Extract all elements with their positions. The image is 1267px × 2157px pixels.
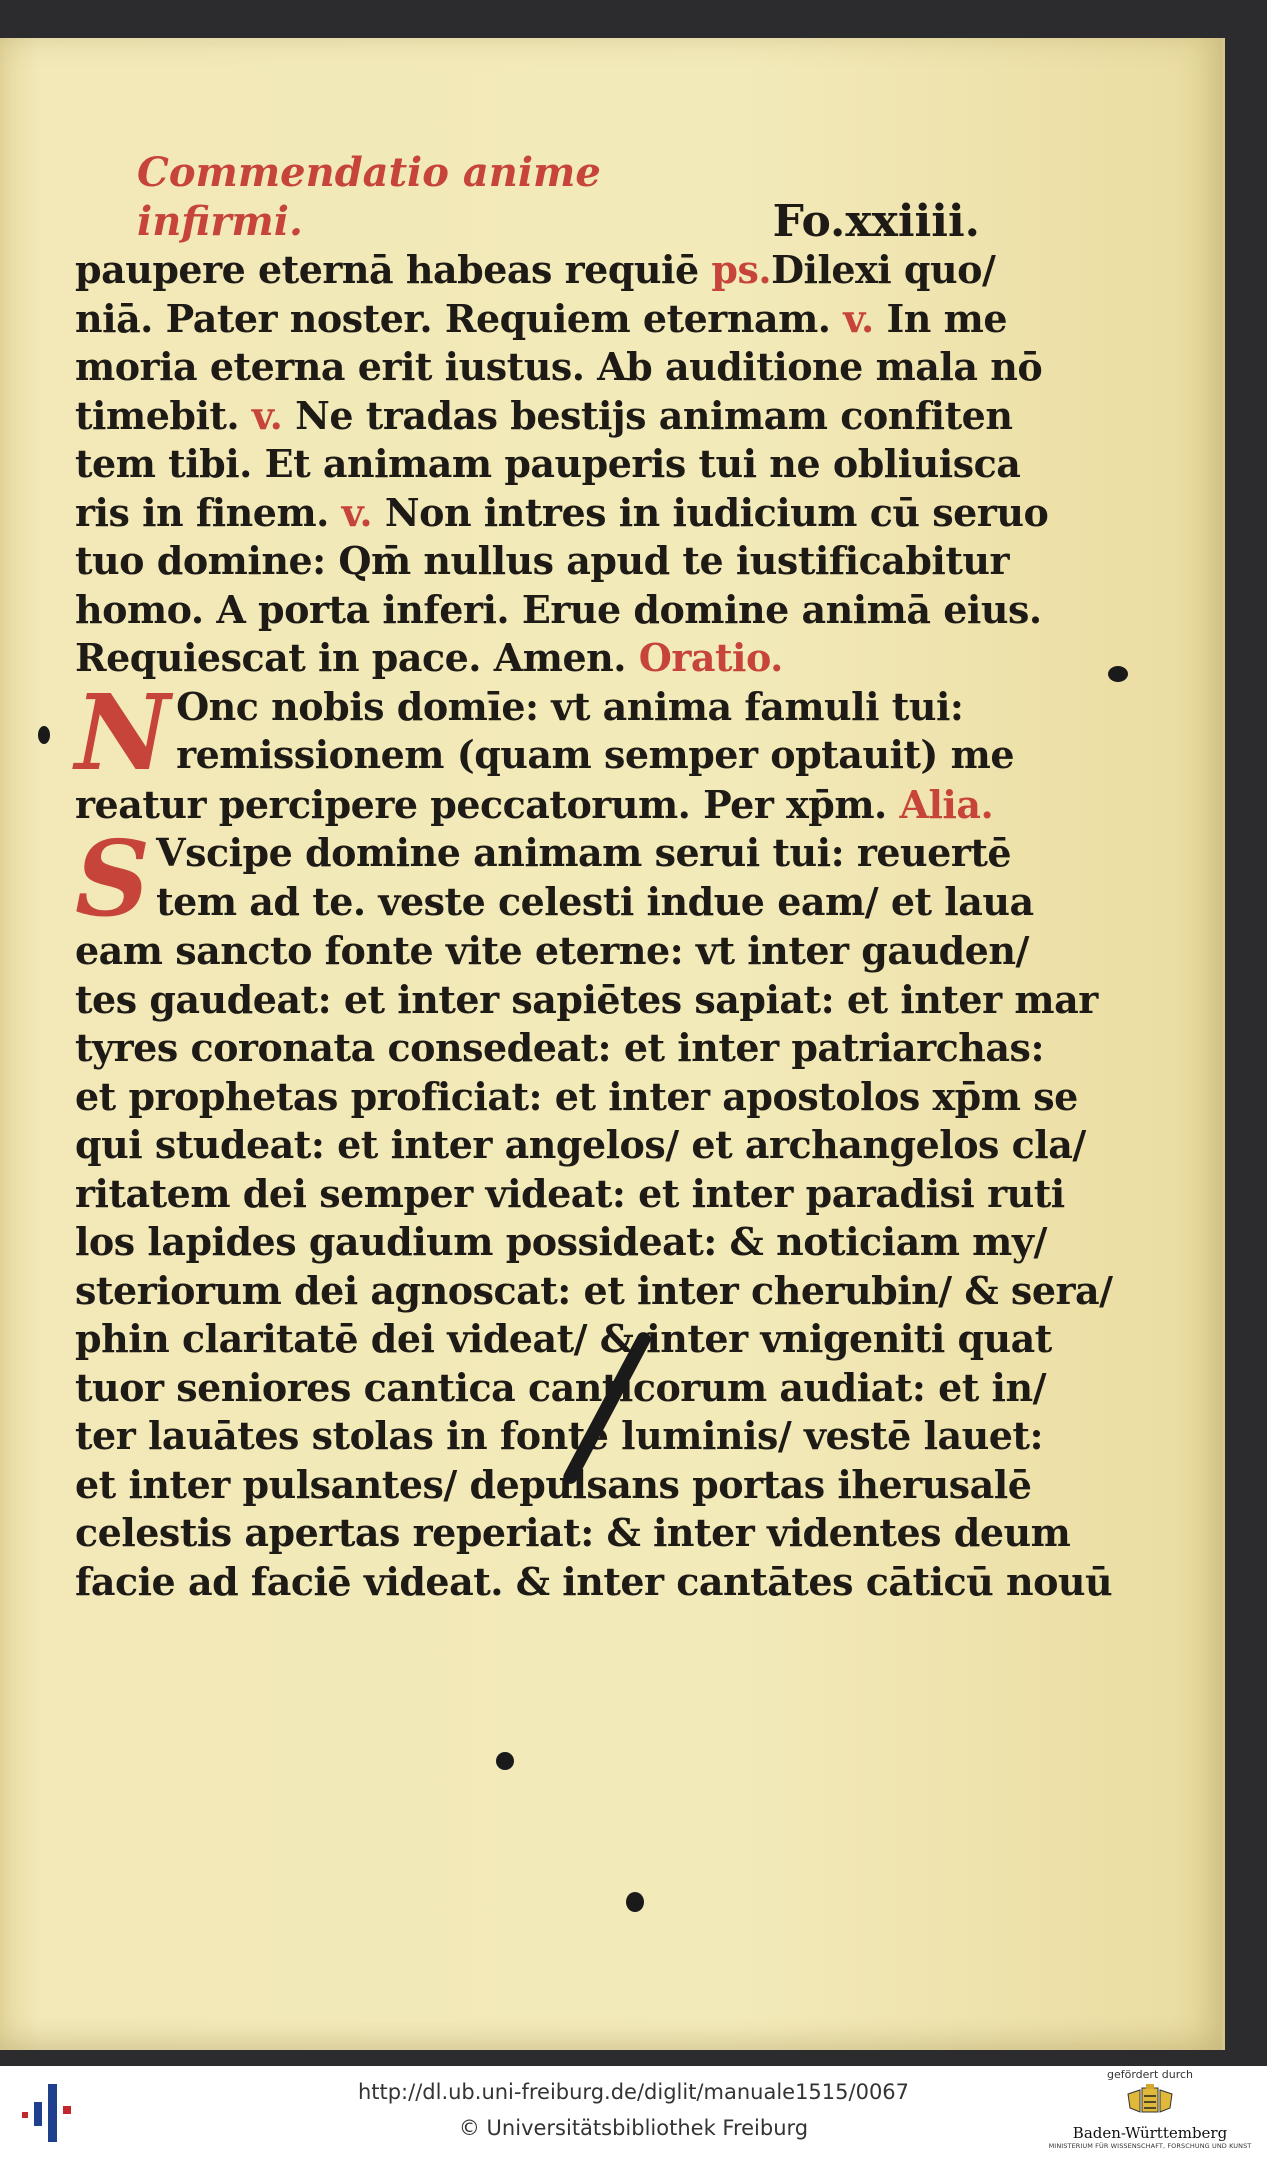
text-line: niā. Pater noster. Requiem eternam. v. In me [75, 295, 1007, 341]
text-line: celestis apertas reperiat: & inter videntes deum [75, 1510, 1071, 1555]
text-line: tem tibi. Et animam pauperis tui ne obliuisca [75, 441, 1021, 486]
text-line: Requiescat in pace. Amen. Oratio. [75, 635, 783, 680]
drop-cap-s: S [75, 817, 151, 940]
text-line: tyres coronata consedeat: et inter patriarchas: [75, 1025, 1044, 1070]
header-title: Commendatio anime infirmi. [137, 149, 601, 245]
sponsor-label: gefördert durch [1106, 2068, 1194, 2081]
text-line: ritatem dei semper videat: et inter paradisi ruti [75, 1170, 1065, 1216]
ink-spot [1108, 666, 1128, 682]
text-block [75, 149, 1113, 1606]
sponsor-block [1040, 2068, 1260, 2156]
ink-spot [626, 1892, 644, 1912]
text-line: los lapides gaudium possideat: & noticiam my/ [75, 1219, 1047, 1264]
text-line: tuor seniores cantica canticorum audiat: et in/ [75, 1364, 1046, 1410]
text-line: Onc nobis domīe: vt anima famuli tui: [176, 683, 964, 729]
book-page [0, 38, 1225, 2050]
text-line: remissionem (quam semper optauit) me [176, 732, 1015, 777]
text-line: tem ad te. veste celesti indue eam/ et laua [156, 878, 1034, 924]
text-line: et prophetas proficiat: et inter apostolos xp̄m se [75, 1073, 1078, 1119]
copyright-notice: © Universitätsbibliothek Freiburg [458, 2116, 809, 2140]
text-line: reatur percipere peccatorum. Per xp̄m. Alia. [75, 781, 994, 827]
text-line: moria eterna erit iustus. Ab auditione mala nō [75, 344, 1043, 389]
running-header [75, 149, 980, 247]
folio-number: Fo.xxiiii. [772, 195, 980, 247]
prayer-paragraph-s [75, 817, 1113, 1606]
text-line: timebit. v. Ne tradas bestijs animam confiten [75, 392, 1013, 438]
rubric-oratio: Oratio. [638, 635, 783, 680]
rubric-alia: Alia. [899, 781, 994, 827]
drop-cap-n: N [75, 670, 171, 794]
text-line: Vscipe domine animam serui tui: reuertē [156, 830, 1012, 875]
ink-spot [496, 1752, 514, 1770]
text-line: paupere eternā habeas requiē ps.Dilexi quo/ [75, 247, 996, 292]
sponsor-ministry: MINISTERIUM FÜR WISSENSCHAFT, FORSCHUNG UND KUNST [1048, 2142, 1252, 2150]
text-line: facie ad faciē videat. & inter cantātes cāticū nouū [75, 1558, 1113, 1604]
text-line: eam sancto fonte vite eterne: vt inter gauden/ [75, 928, 1029, 973]
text-line: ris in finem. v. Non intres in iudicium cū seruo [75, 489, 1049, 535]
ink-spot [38, 726, 50, 744]
text-line: tuo domine: Qm̄ nullus apud te iustificabitur [75, 538, 1010, 583]
permalink-url[interactable]: http://dl.ub.uni-freiburg.de/diglit/manuale1515/0067 [357, 2080, 910, 2104]
coat-of-arms-icon [1122, 2084, 1178, 2118]
sponsor-name: Baden-Württemberg [1072, 2124, 1228, 2142]
text-line: tes gaudeat: et inter sapiētes sapiat: et inter mar [75, 976, 1098, 1022]
text-line: phin claritatē dei videat/ & inter vnigeniti quat [75, 1316, 1052, 1361]
text-line: steriorum dei agnoscat: et inter cherubin/ & sera/ [75, 1267, 1113, 1313]
text-line: homo. A porta inferi. Erue domine animā eius. [75, 586, 1042, 632]
text-line: et inter pulsantes/ depulsans portas iherusalē [75, 1461, 1032, 1507]
viewer-footer [0, 2066, 1267, 2157]
text-line: ter lauātes stolas in fonte luminis/ vestē lauet: [75, 1413, 1044, 1458]
text-line: qui studeat: et inter angelos/ et archangelos cla/ [75, 1122, 1086, 1167]
prayer-paragraph-n [75, 670, 1015, 830]
